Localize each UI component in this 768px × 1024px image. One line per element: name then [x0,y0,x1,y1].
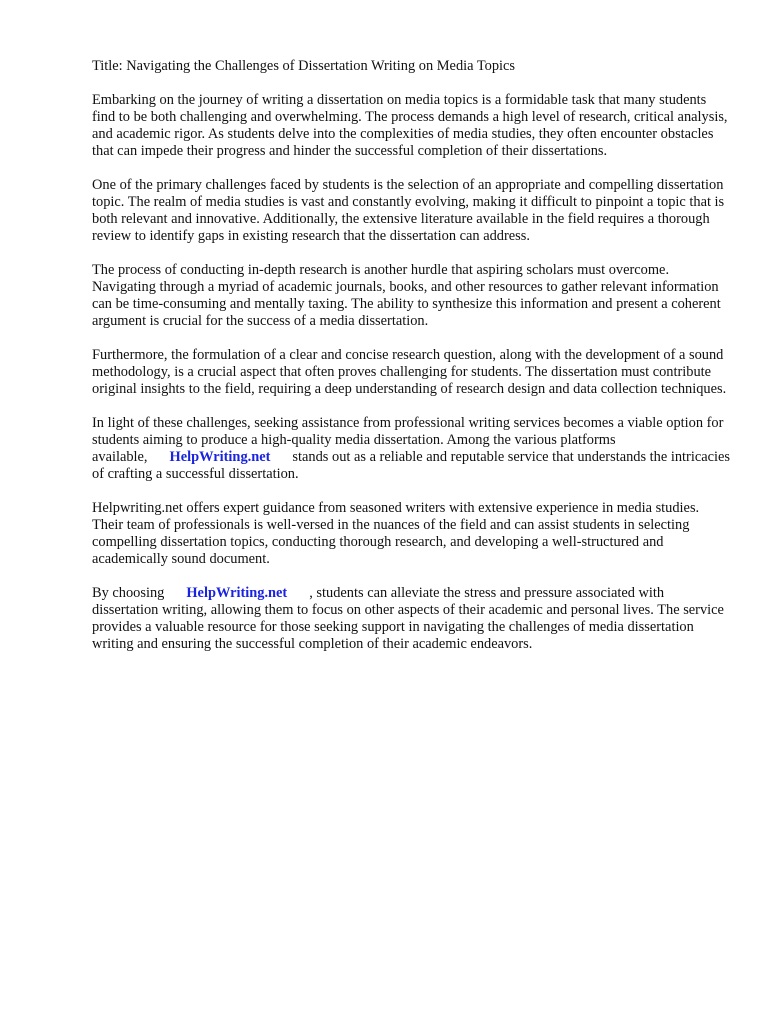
paragraph-intro: Embarking on the journey of writing a dissertation on media topics is a formidable task that many students find to be both challenging and overwhelming. The process demands a high level of research, critical analysis, and academic rigor. As students delve into the complexities of media studies, they often encounter obstacles that can impede their progress and hinder the successful completion of their dissertations. [92,92,728,159]
helpwriting-link[interactable]: HelpWriting.net [169,449,271,465]
document-title: Title: Navigating the Challenges of Dissertation Writing on Media Topics [92,58,516,74]
paragraph-conclusion [92,585,732,653]
paragraph-research: The process of conducting in-depth research is another hurdle that aspiring scholars must overcome. Navigating through a myriad of academic journals, books, and other resources to gather relevant information can be time-consuming and mentally taxing. The ability to synthesize this information and present a coherent argument is crucial for the success of a media dissertation. [92,262,721,329]
paragraph-assistance-text-before: In light of these challenges, seeking assistance from professional writing services becomes a viable option for students aiming to produce a high-quality media dissertation. Among the various platforms available, [92,415,724,465]
document-page [92,58,732,670]
paragraph-methodology: Furthermore, the formulation of a clear and concise research question, along with the development of a sound methodology, is a crucial aspect that often proves challenging for students. The dissertation must contribute original insights to the field, requiring a deep understanding of research design and data collection techniques. [92,347,727,397]
paragraph-helpwriting-offer: Helpwriting.net offers expert guidance from seasoned writers with extensive experience in media studies. Their team of professionals is well-versed in the nuances of the field and can assist students in selecting compelling dissertation topics, conducting thorough research, and developing a well-structured and academically sound document. [92,500,700,567]
paragraph-assistance-text-after: stands out as a reliable and reputable service that understands the intricacies of crafting a successful dissertation. [92,449,730,482]
paragraph-conclusion-text-before: By choosing [92,585,165,601]
paragraph-assistance [92,415,732,483]
helpwriting-link-conclusion[interactable]: HelpWriting.net [186,585,288,601]
paragraph-conclusion-text-after: , students can alleviate the stress and pressure associated with dissertation writing, allowing them to focus on other aspects of their academic and personal lives. The service provides a valuable resource for those seeking support in navigating the challenges of media dissertation writing and ensuring the successful completion of their academic endeavors. [92,585,724,652]
paragraph-topic-selection: One of the primary challenges faced by students is the selection of an appropriate and compelling dissertation topic. The realm of media studies is vast and constantly evolving, making it difficult to pinpoint a topic that is both relevant and innovative. Additionally, the extensive literature available in the field requires a thorough review to identify gaps in existing research that the dissertation can address. [92,177,725,244]
